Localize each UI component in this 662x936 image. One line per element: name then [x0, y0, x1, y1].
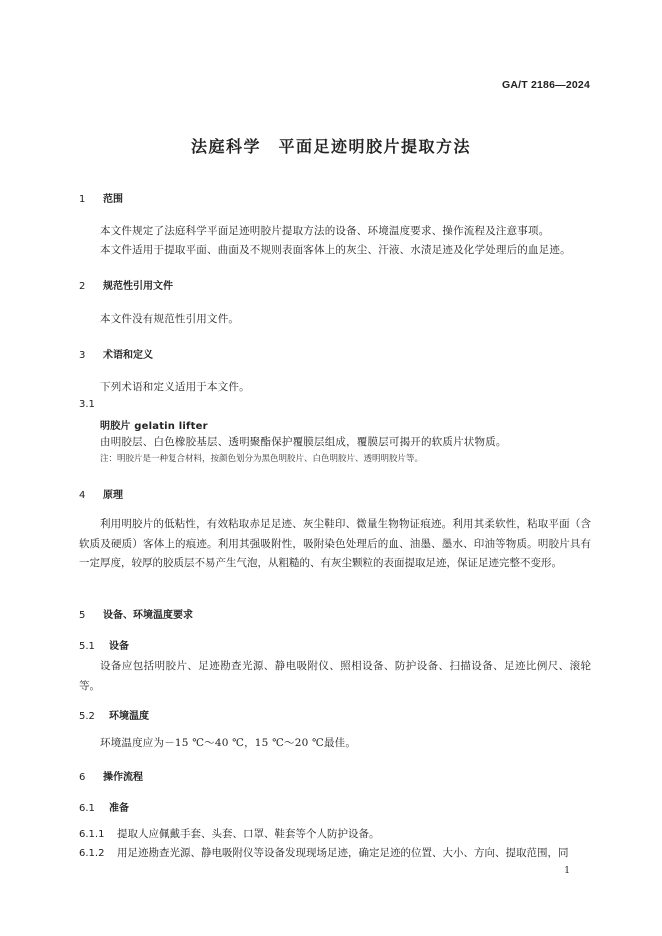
section-title: 规范性引用文件 [103, 281, 173, 292]
section-number: 6 [79, 772, 86, 783]
section-title: 设备 [109, 641, 129, 652]
section-6-1-heading [79, 799, 129, 814]
section-number: 5 [79, 610, 86, 621]
section-number: 5.1 [79, 641, 95, 652]
item-text: 用足迹勘查光源、静电吸附仪等设备发现现场足迹，确定足迹的位置、大小、方向、提取范围，同 [117, 847, 569, 859]
item-6-1-2 [79, 845, 569, 860]
section-title: 范围 [103, 194, 123, 205]
section-number: 1 [79, 194, 86, 205]
section-title: 原理 [103, 490, 123, 501]
page-number: 1 [564, 866, 570, 876]
item-text: 提取人应佩戴手套、头套、口罩、鞋套等个人防护设备。 [117, 828, 380, 840]
section-6-heading [79, 768, 143, 783]
section-title: 操作流程 [103, 772, 143, 783]
item-6-1-1 [79, 826, 380, 841]
item-number: 6.1.1 [79, 829, 105, 840]
term-note: 注：明胶片是一种复合材料，按颜色划分为黑色明胶片、白色明胶片、透明明胶片等。 [100, 454, 424, 464]
section-1-para-1: 本文件规定了法庭科学平面足迹明胶片提取方法的设备、环境温度要求、操作流程及注意事项。 [100, 225, 550, 237]
term-name: 明胶片 gelatin lifter [100, 421, 208, 432]
section-number: 5.2 [79, 711, 95, 722]
section-number: 2 [79, 281, 86, 292]
section-number: 3 [79, 350, 86, 361]
standard-number: GA/T 2186—2024 [501, 79, 590, 91]
item-number: 6.1.2 [79, 848, 105, 859]
section-1-heading [79, 190, 123, 205]
page-title: 法庭科学 平面足迹明胶片提取方法 [190, 137, 471, 156]
section-3-heading [79, 346, 153, 361]
section-number: 6.1 [79, 803, 95, 814]
section-title: 设备、环境温度要求 [103, 610, 193, 621]
section-5-1-heading [79, 637, 129, 652]
term-number: 3.1 [79, 399, 95, 410]
section-1-para-2: 本文件适用于提取平面、曲面及不规则表面客体上的灰尘、汗液、水渍足迹及化学处理后的血足迹。 [100, 244, 571, 256]
section-5-heading [79, 606, 193, 621]
section-4-para-1: 利用明胶片的低粘性，有效粘取赤足足迹、灰尘鞋印、微量生物物证痕迹。利用其柔软性，粘取平面（含软质及硬质）客体上的痕迹。利用其强吸附性，吸附染色处理后的血、油墨、墨水、印油等物质。明胶片具有一定厚度，较厚的胶质层不易产生气泡，从粗糙的、有灰尘颗粒的表面提取足迹，保证足迹完整不变形。 [79, 518, 591, 569]
section-2-heading [79, 277, 173, 292]
section-5-1-para-1: 设备应包括明胶片、足迹勘查光源、静电吸附仪、照相设备、防护设备、扫描设备、足迹比例尺、滚轮等。 [79, 660, 591, 692]
section-title: 环境温度 [109, 711, 149, 722]
section-5-2-para-1: 环境温度应为－15 ℃～40 ℃，15 ℃～20 ℃最佳。 [100, 737, 357, 749]
section-title: 术语和定义 [103, 350, 153, 361]
section-5-2-heading [79, 707, 149, 722]
section-number: 4 [79, 490, 86, 501]
term-definition: 由明胶层、白色橡胶基层、透明聚酯保护覆膜层组成，覆膜层可揭开的软质片状物质。 [100, 436, 507, 448]
section-4-heading [79, 486, 123, 501]
section-title: 准备 [109, 803, 129, 814]
section-2-para-1: 本文件没有规范性引用文件。 [100, 313, 240, 325]
section-3-para-1: 下列术语和定义适用于本文件。 [100, 381, 250, 393]
